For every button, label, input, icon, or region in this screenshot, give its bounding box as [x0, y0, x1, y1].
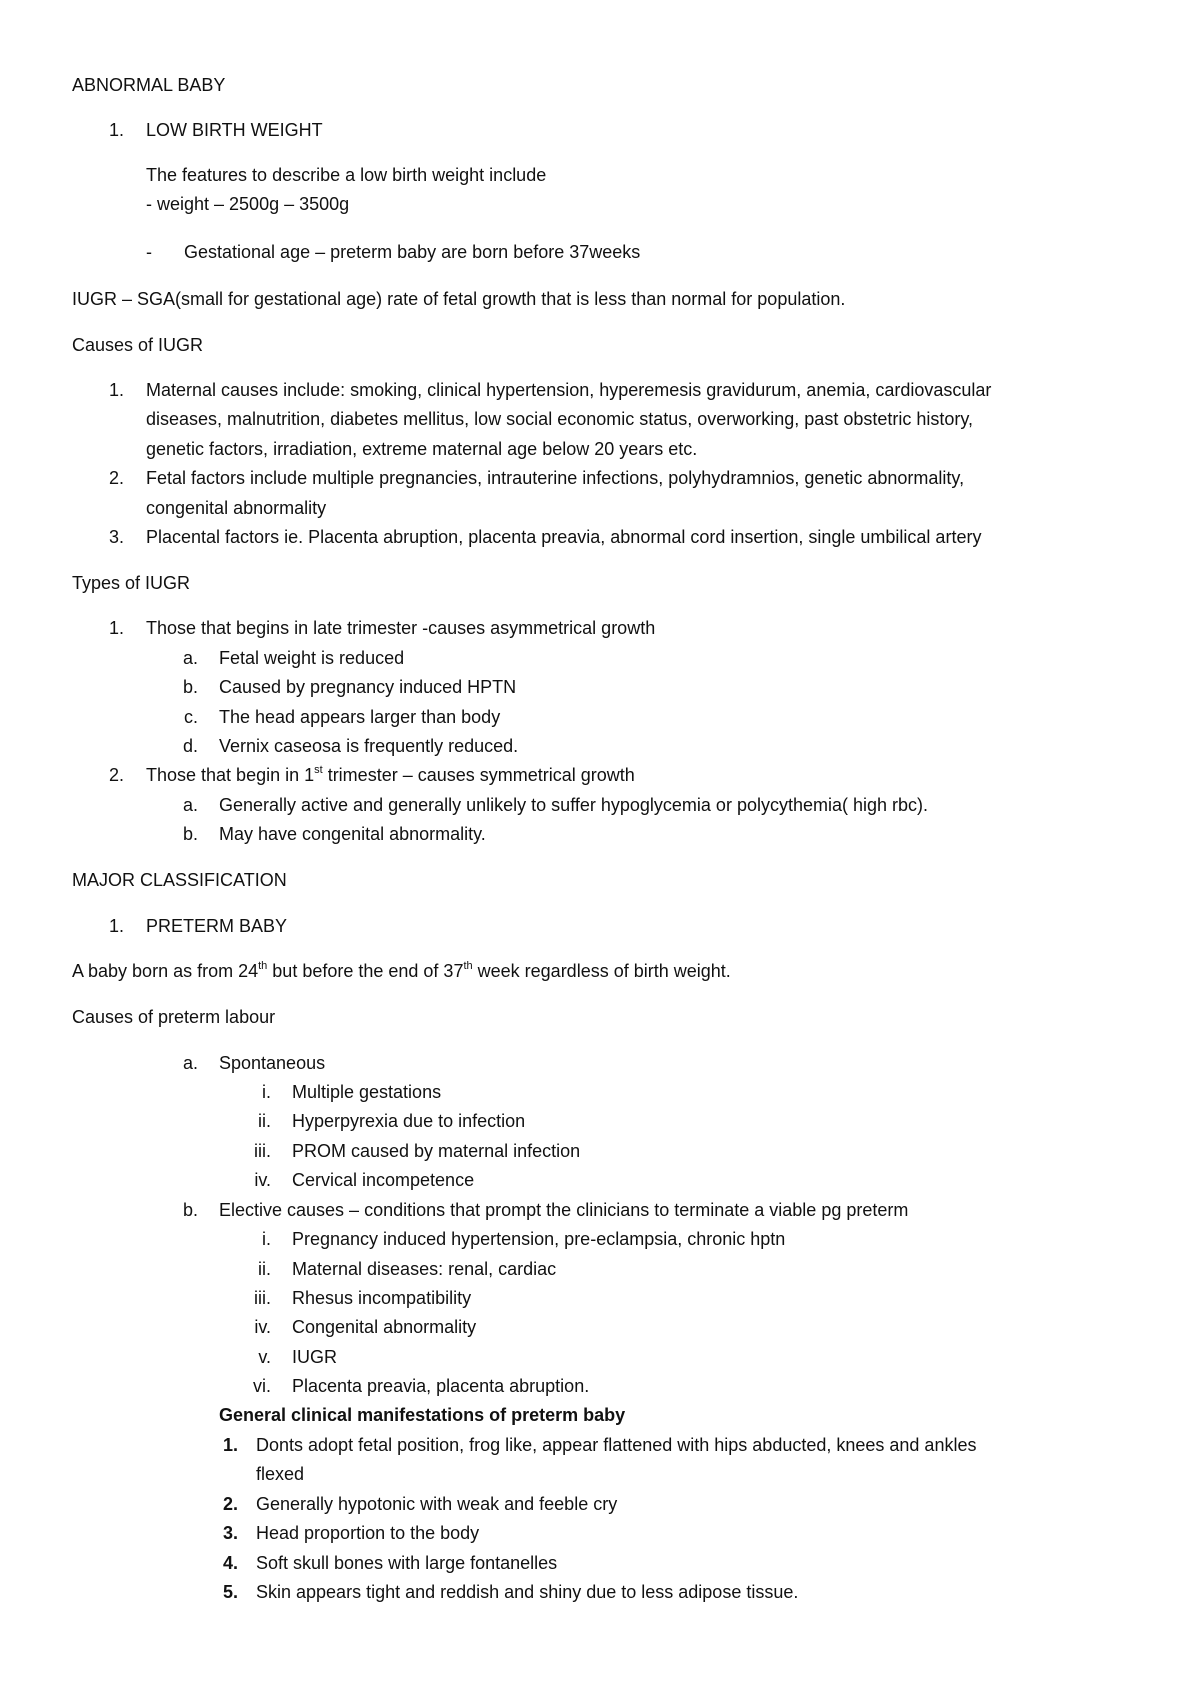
list-item-text: Placenta preavia, placenta abruption. [292, 1376, 590, 1396]
section-heading-causes-iugr: Causes of IUGR [72, 335, 204, 355]
list-number: 3. [108, 527, 124, 547]
list-number: 1. [222, 1435, 238, 1455]
list-item-text: Spontaneous [219, 1053, 326, 1073]
list-number: 2. [222, 1494, 238, 1514]
list-item-text: May have congenital abnormality. [219, 824, 486, 844]
list-item-text: Generally hypotonic with weak and feeble cry [256, 1494, 618, 1514]
list-item-text: Maternal diseases: renal, cardiac [292, 1259, 557, 1279]
list-letter: b. [182, 824, 198, 844]
list-item-text: Cervical incompetence [292, 1170, 475, 1190]
list-item-text: Soft skull bones with large fontanelles [256, 1553, 558, 1573]
section-heading-preterm-causes: Causes of preterm labour [72, 1007, 276, 1027]
list-item-text: Congenital abnormality [292, 1317, 477, 1337]
lbw-gestational: Gestational age – preterm baby are born before 37weeks [184, 242, 641, 262]
list-number: 3. [222, 1523, 238, 1543]
list-item-text: Fetal factors include multiple pregnancies, intrauterine infections, polyhydramnios, genetic abnormality, [146, 468, 965, 488]
list-item-text: genetic factors, irradiation, extreme maternal age below 20 years etc. [146, 439, 698, 459]
list-number: 1. [108, 916, 124, 936]
list-item-text: congenital abnormality [146, 498, 327, 518]
list-number: 1. [108, 120, 124, 140]
list-item-text: Fetal weight is reduced [219, 648, 405, 668]
section-heading-lbw: LOW BIRTH WEIGHT [146, 120, 323, 140]
lbw-intro: The features to describe a low birth weight include [146, 165, 547, 185]
list-item-text: diseases, malnutrition, diabetes mellitus, low social economic status, overworking, past obstetric history, [146, 409, 974, 429]
list-letter: a. [182, 1053, 198, 1073]
list-roman: iv. [254, 1317, 271, 1337]
list-letter: b. [182, 677, 198, 697]
preterm-definition: A baby born as from 24th but before the end of 37th week regardless of birth weight. [72, 960, 731, 981]
list-item-text: Elective causes – conditions that prompt the clinicians to terminate a viable pg preterm [219, 1200, 909, 1220]
list-item-text: Hyperpyrexia due to infection [292, 1111, 526, 1131]
list-number: 1. [108, 380, 124, 400]
list-letter: a. [182, 648, 198, 668]
list-roman: i. [262, 1082, 271, 1102]
list-item-text: Skin appears tight and reddish and shiny due to less adipose tissue. [256, 1582, 799, 1602]
list-number: 5. [222, 1582, 238, 1602]
list-item-text: Pregnancy induced hypertension, pre-eclampsia, chronic hptn [292, 1229, 786, 1249]
list-roman: ii. [258, 1111, 271, 1131]
list-roman: iii. [254, 1288, 271, 1308]
list-letter: b. [182, 1200, 198, 1220]
list-roman: iv. [254, 1170, 271, 1190]
list-number: 2. [108, 765, 124, 785]
list-letter: a. [182, 795, 198, 815]
iugr-definition: IUGR – SGA(small for gestational age) rate of fetal growth that is less than normal for population. [72, 289, 846, 309]
list-item-text: Multiple gestations [292, 1082, 442, 1102]
section-heading-major: MAJOR CLASSIFICATION [72, 870, 287, 890]
list-number: 1. [108, 618, 124, 638]
list-item-text: Head proportion to the body [256, 1523, 480, 1543]
list-dash: - [146, 242, 152, 262]
list-item-text: Generally active and generally unlikely to suffer hypoglycemia or polycythemia( high rbc). [219, 795, 929, 815]
section-heading-manifestations: General clinical manifestations of preterm baby [219, 1405, 626, 1425]
list-item-text: Those that begin in 1st trimester – causes symmetrical growth [146, 764, 635, 785]
list-number: 4. [222, 1553, 238, 1573]
subheading-preterm: PRETERM BABY [146, 916, 288, 936]
list-roman: iii. [254, 1141, 271, 1161]
lbw-weight: - weight – 2500g – 3500g [146, 194, 350, 214]
list-item-text: Donts adopt fetal position, frog like, appear flattened with hips abducted, knees and ankles [256, 1435, 977, 1455]
document-title: ABNORMAL BABY [72, 75, 226, 95]
list-letter: c. [183, 707, 198, 727]
list-item-text: Maternal causes include: smoking, clinical hypertension, hyperemesis gravidurum, anemia, cardiovascular [146, 380, 992, 400]
list-item-text: Those that begins in late trimester -causes asymmetrical growth [146, 618, 656, 638]
section-heading-types-iugr: Types of IUGR [72, 573, 191, 593]
list-item-text: Vernix caseosa is frequently reduced. [219, 736, 519, 756]
list-item-text: The head appears larger than body [219, 707, 501, 727]
list-roman: ii. [258, 1259, 271, 1279]
list-roman: vi. [253, 1376, 271, 1396]
list-item-text: Placental factors ie. Placenta abruption, placenta preavia, abnormal cord insertion, single umbilical artery [146, 527, 982, 547]
list-item-text: IUGR [292, 1347, 337, 1367]
list-item-text: Rhesus incompatibility [292, 1288, 472, 1308]
list-item-text: PROM caused by maternal infection [292, 1141, 581, 1161]
list-item-text: flexed [256, 1464, 305, 1484]
list-item-text: Caused by pregnancy induced HPTN [219, 677, 517, 697]
list-letter: d. [182, 736, 198, 756]
list-number: 2. [108, 468, 124, 488]
list-roman: i. [262, 1229, 271, 1249]
list-roman: v. [258, 1347, 271, 1367]
